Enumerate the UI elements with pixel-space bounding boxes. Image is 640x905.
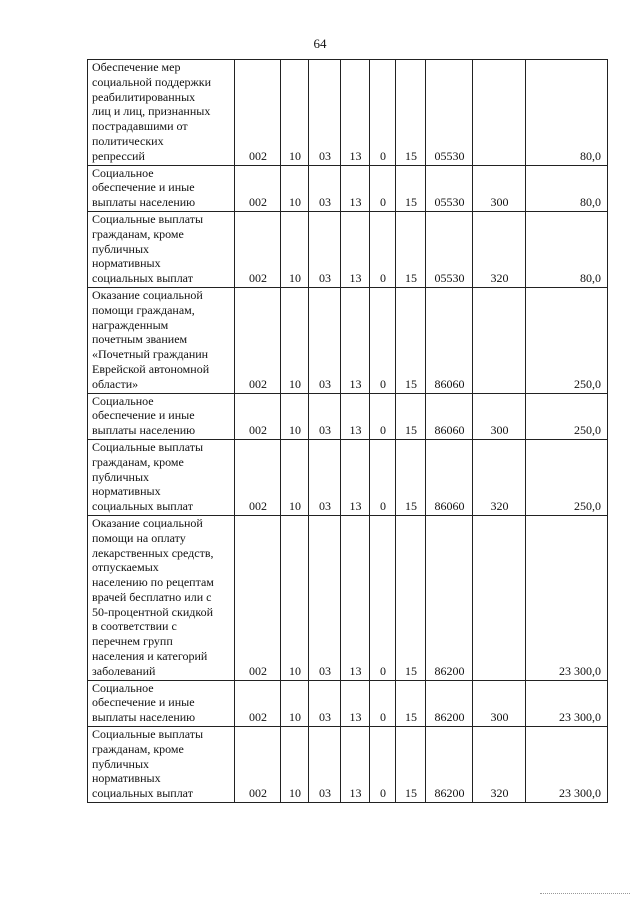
subsection-code-cell: 03 — [309, 393, 341, 439]
section-code-cell: 10 — [281, 60, 309, 166]
expense-type-code-cell — [473, 60, 526, 166]
table-row — [88, 439, 608, 515]
section-code-cell: 10 — [281, 439, 309, 515]
section-code-cell: 10 — [281, 287, 309, 393]
ministry-code-cell: 002 — [235, 211, 281, 287]
subsection-code-cell: 03 — [309, 515, 341, 680]
subprogram-code-cell: 0 — [370, 211, 396, 287]
program-code-cell: 13 — [341, 727, 370, 803]
row-name-cell: Социальные выплаты гражданам, кроме публичных нормативных социальных выплат — [88, 439, 235, 515]
row-name-cell: Социальное обеспечение и иные выплаты населению — [88, 393, 235, 439]
direction-code-cell: 86200 — [426, 680, 473, 726]
direction-code-cell: 86060 — [426, 287, 473, 393]
program-code-cell: 13 — [341, 515, 370, 680]
subsection-code-cell: 03 — [309, 60, 341, 166]
section-code-cell: 10 — [281, 727, 309, 803]
page-number: 64 — [313, 36, 327, 51]
row-name-cell: Социальные выплаты гражданам, кроме публичных нормативных социальных выплат — [88, 727, 235, 803]
subprogram-code-cell: 0 — [370, 287, 396, 393]
row-name-cell: Социальное обеспечение и иные выплаты населению — [88, 680, 235, 726]
direction-code-cell: 05530 — [426, 60, 473, 166]
section-code-cell: 10 — [281, 165, 309, 211]
main-event-code-cell: 15 — [396, 211, 426, 287]
scan-artifact — [540, 893, 630, 895]
program-code-cell: 13 — [341, 211, 370, 287]
table-row — [88, 211, 608, 287]
amount-cell: 80,0 — [526, 60, 608, 166]
table-row — [88, 727, 608, 803]
section-code-cell: 10 — [281, 680, 309, 726]
program-code-cell: 13 — [341, 287, 370, 393]
section-code-cell: 10 — [281, 393, 309, 439]
amount-cell: 250,0 — [526, 287, 608, 393]
amount-cell: 23 300,0 — [526, 727, 608, 803]
table-row — [88, 165, 608, 211]
main-event-code-cell: 15 — [396, 287, 426, 393]
row-name-cell: Социальные выплаты гражданам, кроме публичных нормативных социальных выплат — [88, 211, 235, 287]
amount-cell: 80,0 — [526, 211, 608, 287]
direction-code-cell: 86060 — [426, 439, 473, 515]
budget-table — [87, 59, 608, 803]
section-code-cell: 10 — [281, 515, 309, 680]
program-code-cell: 13 — [341, 393, 370, 439]
table-row — [88, 515, 608, 680]
subprogram-code-cell: 0 — [370, 515, 396, 680]
main-event-code-cell: 15 — [396, 60, 426, 166]
expense-type-code-cell: 300 — [473, 393, 526, 439]
ministry-code-cell: 002 — [235, 515, 281, 680]
main-event-code-cell: 15 — [396, 680, 426, 726]
section-code-cell: 10 — [281, 211, 309, 287]
amount-cell: 250,0 — [526, 393, 608, 439]
table-row — [88, 680, 608, 726]
expense-type-code-cell — [473, 287, 526, 393]
subprogram-code-cell: 0 — [370, 727, 396, 803]
ministry-code-cell: 002 — [235, 287, 281, 393]
main-event-code-cell: 15 — [396, 393, 426, 439]
program-code-cell: 13 — [341, 165, 370, 211]
row-name-cell: Оказание социальной помощи на оплату лекарственных средств, отпускаемых населению по рецептам врачей бесплатно или с 50-процентной скидкой в соответствии с перечнем групп населения и категорий заболеваний — [88, 515, 235, 680]
main-event-code-cell: 15 — [396, 439, 426, 515]
table-row — [88, 60, 608, 166]
ministry-code-cell: 002 — [235, 680, 281, 726]
amount-cell: 80,0 — [526, 165, 608, 211]
row-name-cell: Оказание социальной помощи гражданам, награжденным почетным званием «Почетный гражданин Еврейской автономной области» — [88, 287, 235, 393]
program-code-cell: 13 — [341, 680, 370, 726]
ministry-code-cell: 002 — [235, 60, 281, 166]
expense-type-code-cell: 300 — [473, 680, 526, 726]
subprogram-code-cell: 0 — [370, 393, 396, 439]
row-name-cell: Обеспечение мер социальной поддержки реабилитированных лиц и лиц, признанных пострадавшими от политических репрессий — [88, 60, 235, 166]
table-row — [88, 393, 608, 439]
ministry-code-cell: 002 — [235, 439, 281, 515]
subprogram-code-cell: 0 — [370, 60, 396, 166]
expense-type-code-cell — [473, 515, 526, 680]
subprogram-code-cell: 0 — [370, 680, 396, 726]
subprogram-code-cell: 0 — [370, 165, 396, 211]
subsection-code-cell: 03 — [309, 211, 341, 287]
direction-code-cell: 86200 — [426, 727, 473, 803]
main-event-code-cell: 15 — [396, 165, 426, 211]
subprogram-code-cell: 0 — [370, 439, 396, 515]
ministry-code-cell: 002 — [235, 393, 281, 439]
amount-cell: 23 300,0 — [526, 515, 608, 680]
expense-type-code-cell: 320 — [473, 439, 526, 515]
main-event-code-cell: 15 — [396, 515, 426, 680]
amount-cell: 23 300,0 — [526, 680, 608, 726]
ministry-code-cell: 002 — [235, 727, 281, 803]
direction-code-cell: 05530 — [426, 211, 473, 287]
program-code-cell: 13 — [341, 439, 370, 515]
expense-type-code-cell: 320 — [473, 727, 526, 803]
expense-type-code-cell: 320 — [473, 211, 526, 287]
table-body — [88, 60, 608, 803]
direction-code-cell: 86060 — [426, 393, 473, 439]
subsection-code-cell: 03 — [309, 680, 341, 726]
subsection-code-cell: 03 — [309, 287, 341, 393]
table-row — [88, 287, 608, 393]
expense-type-code-cell: 300 — [473, 165, 526, 211]
direction-code-cell: 05530 — [426, 165, 473, 211]
program-code-cell: 13 — [341, 60, 370, 166]
ministry-code-cell: 002 — [235, 165, 281, 211]
amount-cell: 250,0 — [526, 439, 608, 515]
main-event-code-cell: 15 — [396, 727, 426, 803]
subsection-code-cell: 03 — [309, 727, 341, 803]
subsection-code-cell: 03 — [309, 165, 341, 211]
direction-code-cell: 86200 — [426, 515, 473, 680]
subsection-code-cell: 03 — [309, 439, 341, 515]
row-name-cell: Социальное обеспечение и иные выплаты населению — [88, 165, 235, 211]
